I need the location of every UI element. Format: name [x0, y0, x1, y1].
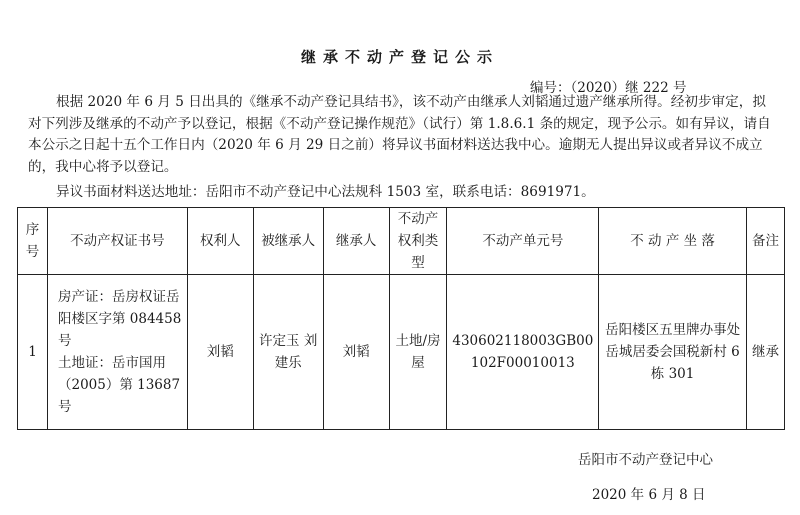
header-heir: 继承人	[323, 208, 389, 275]
header-remark: 备注	[746, 208, 784, 275]
table-header-row	[18, 208, 785, 275]
cell-right-type: 土地/房屋	[389, 275, 447, 430]
header-right-type: 不动产权利类型	[389, 208, 447, 275]
cell-unit-no: 430602118003GB00102F00010013	[447, 275, 599, 430]
page-title: 继承不动产登记公示	[300, 48, 499, 66]
cert-land: 土地证：岳市国用（2005）第 13687 号	[57, 355, 181, 415]
header-cert: 不动产权证书号	[47, 208, 187, 275]
header-owner: 权利人	[187, 208, 253, 275]
registration-table	[17, 207, 785, 430]
cell-decedent: 许定玉 刘建乐	[253, 275, 323, 430]
header-unit-no: 不动产单元号	[447, 208, 599, 275]
objection-address: 异议书面材料送达地址：岳阳市不动产登记中心法规科 1503 室，联系电话：8691971。	[56, 184, 595, 200]
header-seq: 序号	[18, 208, 48, 275]
document-number: 编号：（2020）继 222 号	[530, 80, 687, 96]
cell-remark: 继承	[746, 275, 784, 430]
table-row	[18, 275, 785, 430]
issue-date: 2020 年 6 月 8 日	[592, 487, 706, 503]
notice-paragraph: 根据 2020 年 6 月 5 日出具的《继承不动产登记具结书》，该不动产由继承人刘韬通过遗产继承所得。经初步审定，拟对下列涉及继承的不动产予以登记，根据《不动产登记操作规范》（试行）第 1.8.6.1 条的规定，现予公示。如有异议，请自本公示之日起十五个工作日内（2020 年 6 月 29 日之前）将异议书面材料送达我中心。逾期无人提出异议或者异议不成立的，我中心将予以登记。	[28, 94, 771, 175]
cell-heir: 刘韬	[323, 275, 389, 430]
header-decedent: 被继承人	[253, 208, 323, 275]
cell-owner: 刘韬	[187, 275, 253, 430]
cell-seq: 1	[18, 275, 48, 430]
issuing-organization: 岳阳市不动产登记中心	[578, 452, 713, 468]
cert-house: 房产证：岳房权证岳阳楼区字第 084458 号	[57, 289, 182, 349]
cell-cert	[47, 275, 187, 430]
header-location: 不 动 产 坐 落	[599, 208, 747, 275]
cell-location: 岳阳楼区五里牌办事处岳城居委会国税新村 6 栋 301	[599, 275, 747, 430]
